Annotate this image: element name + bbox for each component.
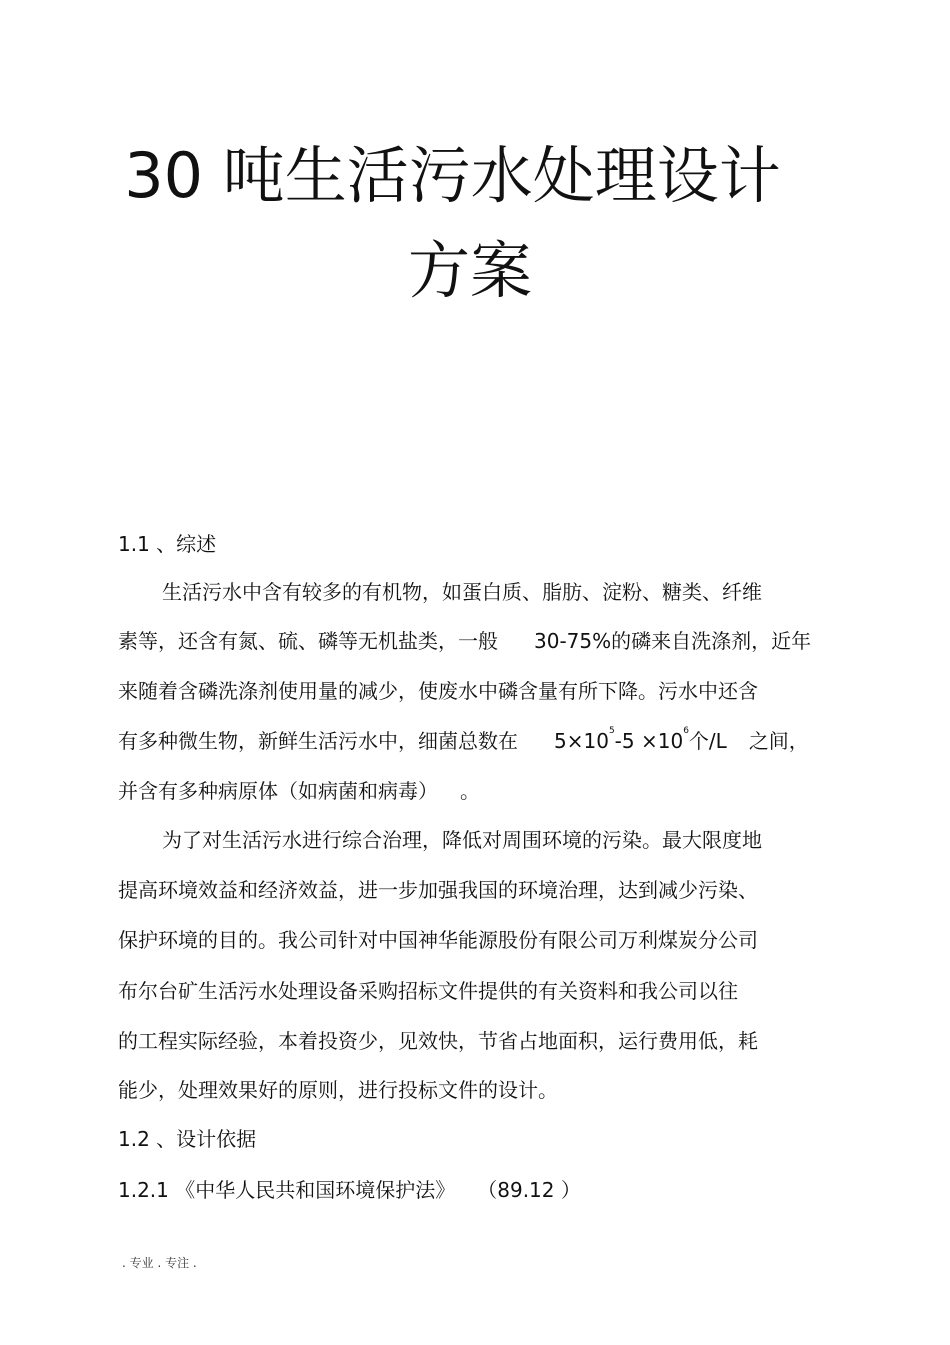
text-run: 并含有多种病原体（如病菌和病毒） — [118, 779, 438, 803]
text-run: 有多种微生物，新鲜生活污水中，细菌总数在 — [118, 729, 518, 753]
section-heading-1-2: 1.2 、设计依据 — [118, 1127, 257, 1151]
bacteria-range-end: -5 ×10 — [614, 729, 684, 753]
section-heading-1-1: 1.1 、综述 — [118, 532, 217, 556]
paragraph-line: 能少，处理效果好的原则，进行投标文件的设计。 — [118, 1078, 558, 1102]
unit: 个/L — [688, 729, 727, 753]
text-run: 素等，还含有氮、硫、磷等无机盐类，一般 — [118, 629, 498, 653]
paragraph-line: 生活污水中含有较多的有机物，如蛋白质、脂肪、淀粉、糖类、纤维 — [162, 580, 762, 604]
text-run: 1.2.1 《中华人民共和国环境保护法》 — [118, 1178, 456, 1202]
page-footer: . 专业 . 专注 . — [122, 1256, 197, 1270]
paragraph-line: 为了对生活污水进行综合治理，降低对周围环境的污染。最大限度地 — [162, 828, 762, 852]
paragraph-line: 来随着含磷洗涤剂使用量的减少，使废水中磷含量有所下降。污水中还含 — [118, 679, 758, 703]
paragraph-line — [118, 781, 480, 801]
paragraph-line: 提高环境效益和经济效益，进一步加强我国的环境治理，达到减少污染、 — [118, 878, 758, 902]
paragraph-line: 的工程实际经验，本着投资少，见效快，节省占地面积，运行费用低，耗 — [118, 1029, 758, 1053]
paragraph-line: 布尔台矿生活污水处理设备采购招标文件提供的有关资料和我公司以往 — [118, 979, 738, 1003]
exponent: 6 — [683, 726, 689, 736]
text-run: 30-75%的磷来自洗涤剂，近年 — [534, 629, 812, 653]
document-title-line-2: 方案 — [407, 234, 532, 307]
text-run: 。 — [460, 779, 480, 803]
exponent: 5 — [608, 726, 615, 736]
list-item-1-2-1 — [118, 1180, 581, 1200]
document-title-line-1: 30 吨生活污水处理设计 — [124, 139, 781, 212]
paragraph-line: 保护环境的目的。我公司针对中国神华能源股份有限公司万利煤炭分公司 — [118, 928, 758, 952]
bacteria-range-start: 5×10 — [554, 729, 609, 753]
text-run: 之间， — [748, 729, 809, 753]
paragraph-line — [118, 631, 811, 651]
text-run: （89.12 ） — [477, 1178, 581, 1202]
paragraph-line — [118, 726, 809, 753]
